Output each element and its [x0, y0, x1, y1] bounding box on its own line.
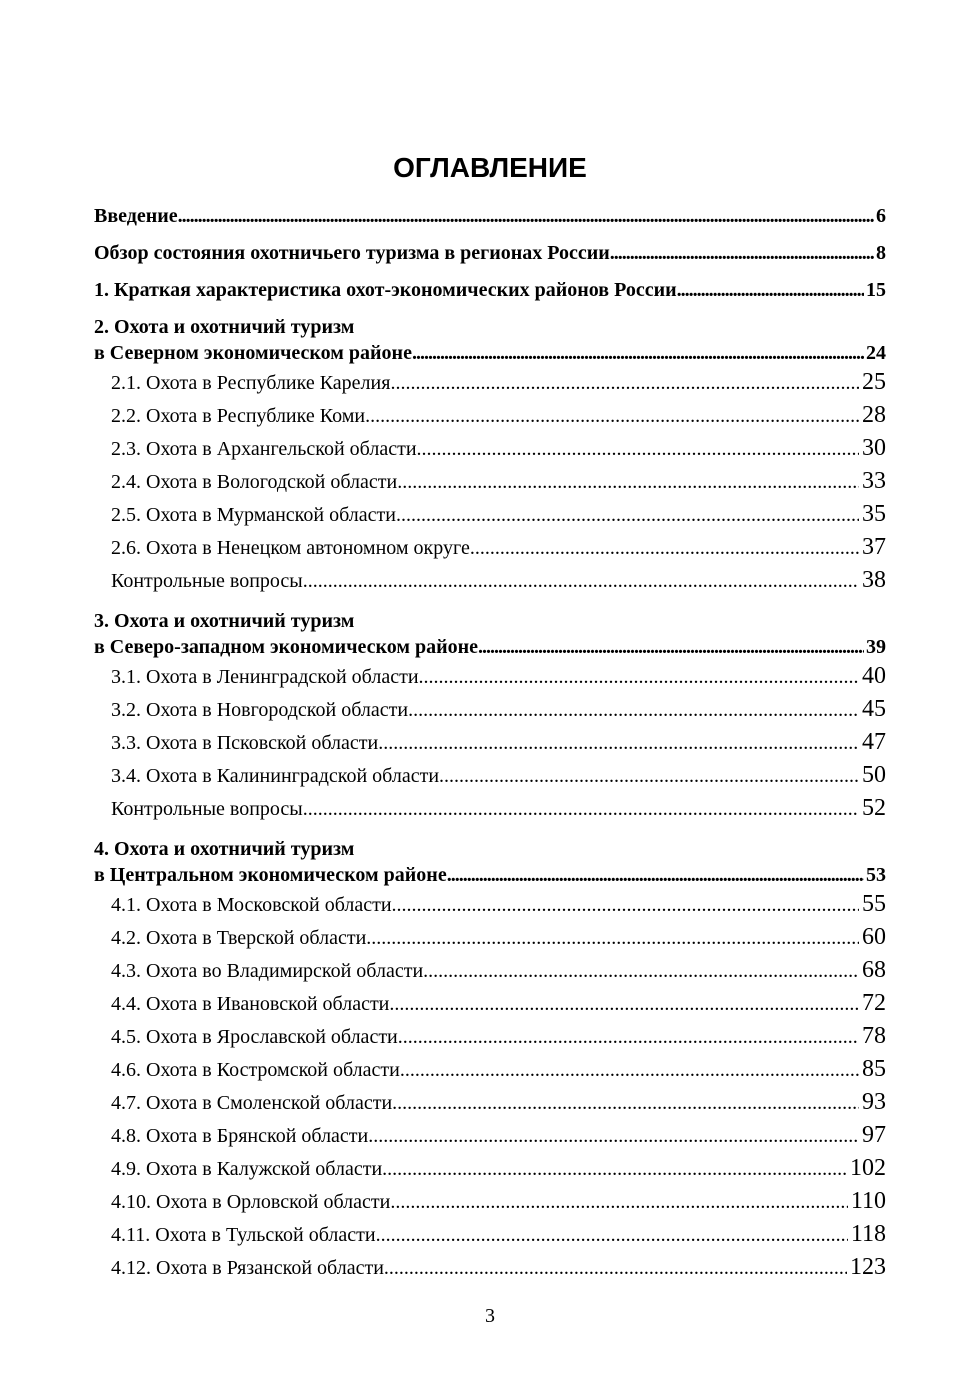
toc-subsection-entry — [94, 1218, 886, 1251]
toc-section-heading: 4. Охота и охотничий туризм — [94, 838, 355, 860]
toc-entry-label: 4.5. Охота в Ярославской области — [111, 1026, 398, 1048]
toc-page-number: 52 — [862, 795, 886, 821]
toc-page-number: 85 — [862, 1056, 886, 1082]
toc-page-number: 102 — [850, 1155, 886, 1181]
toc-dot-leader — [378, 727, 859, 759]
toc-dot-leader — [677, 277, 864, 303]
toc-page-number: 15 — [866, 279, 886, 301]
toc-entry-label: 4.9. Охота в Калужской области — [111, 1158, 383, 1180]
toc-page-number: 53 — [866, 864, 886, 886]
toc-subsection-entry — [94, 759, 886, 792]
toc-page-number: 45 — [862, 696, 886, 722]
toc-subsection-entry — [94, 1119, 886, 1152]
toc-page-number: 97 — [862, 1122, 886, 1148]
toc-entry-label: Контрольные вопросы — [111, 570, 303, 592]
toc-dot-leader — [398, 1021, 859, 1053]
toc-page-number: 110 — [850, 1188, 886, 1214]
toc-page-number: 55 — [862, 891, 886, 917]
toc-entry-label: 4.3. Охота во Владимирской области — [111, 960, 424, 982]
toc-subsection-entry — [94, 660, 886, 693]
toc-page-number: 6 — [876, 205, 886, 227]
toc-chapter-entry — [94, 634, 886, 660]
toc-dot-leader — [478, 634, 864, 660]
toc-page-number: 93 — [862, 1089, 886, 1115]
toc-page-number: 78 — [862, 1023, 886, 1049]
toc-dot-leader — [365, 400, 859, 432]
toc-page-number: 33 — [862, 468, 886, 494]
toc-entry-label: 4.10. Охота в Орловской области — [111, 1191, 391, 1213]
toc-entry-label: 3.2. Охота в Новгородской области — [111, 699, 409, 721]
toc-dot-leader — [419, 661, 859, 693]
toc-entry-label: 4.2. Охота в Тверской области — [111, 927, 367, 949]
toc-page-number: 40 — [862, 663, 886, 689]
page-title: ОГЛАВЛЕНИЕ — [393, 152, 587, 183]
toc-dot-leader — [423, 955, 859, 987]
toc-subsection-entry — [94, 726, 886, 759]
toc-entry-label: 2.3. Охота в Архангельской области — [111, 438, 417, 460]
page-number: 3 — [485, 1305, 495, 1327]
toc-dot-leader — [366, 922, 859, 954]
toc-page-number: 50 — [862, 762, 886, 788]
toc-page-number: 68 — [862, 957, 886, 983]
toc-dot-leader — [376, 1219, 848, 1251]
toc-entry-label: Обзор состояния охотничьего туризма в регионах России — [94, 242, 610, 264]
toc-subsection-entry — [94, 531, 886, 564]
toc-dot-leader — [384, 1252, 847, 1284]
toc-dot-leader — [392, 889, 859, 921]
toc-dot-leader — [412, 340, 864, 366]
toc-entry-label: 2.2. Охота в Республике Коми — [111, 405, 366, 427]
toc-entry-label: 3.4. Охота в Калининградской области — [111, 765, 440, 787]
toc-page-number: 47 — [862, 729, 886, 755]
toc-subsection-entry — [94, 888, 886, 921]
toc-entry-label: 4.4. Охота в Ивановской области — [111, 993, 390, 1015]
toc-section-heading: 2. Охота и охотничий туризм — [94, 316, 355, 338]
toc-dot-leader — [408, 694, 859, 726]
toc-page-number: 24 — [866, 342, 886, 364]
toc-page-number: 25 — [862, 369, 886, 395]
toc-subsection-entry — [94, 1251, 886, 1284]
toc-chapter-entry — [94, 862, 886, 888]
toc-entry-label: 4.12. Охота в Рязанской области — [111, 1257, 384, 1279]
toc-dot-leader — [396, 499, 859, 531]
toc-section-heading: 3. Охота и охотничий туризм — [94, 610, 355, 632]
toc-dot-leader — [382, 1153, 847, 1185]
toc-entry-label: 3.3. Охота в Псковской области — [111, 732, 379, 754]
toc-subsection-entry — [94, 921, 886, 954]
toc-page-number: 37 — [862, 534, 886, 560]
toc-entry-label: 2.5. Охота в Мурманской области — [111, 504, 396, 526]
toc-subsection-entry — [94, 1020, 886, 1053]
toc-subsection-entry — [94, 366, 886, 399]
toc-subsection-entry — [94, 987, 886, 1020]
toc-chapter-entry — [94, 340, 886, 366]
toc-page-number: 35 — [862, 501, 886, 527]
toc-dot-leader — [368, 1120, 859, 1152]
toc-dot-leader — [439, 760, 859, 792]
toc-page-number: 123 — [850, 1254, 886, 1280]
toc-subsection-entry — [94, 1053, 886, 1086]
toc-entry-label: в Северо-западном экономическом районе — [94, 636, 479, 658]
toc-subsection-entry — [94, 1086, 886, 1119]
toc-subsection-entry — [94, 792, 886, 825]
toc-page-number: 30 — [862, 435, 886, 461]
toc-page-number: 118 — [850, 1221, 886, 1247]
toc-page-number: 38 — [862, 567, 886, 593]
toc-dot-leader — [178, 203, 874, 229]
toc-entry-label: 3.1. Охота в Ленинградской области — [111, 666, 419, 688]
toc-page-number: 8 — [876, 242, 886, 264]
toc-page-number: 60 — [862, 924, 886, 950]
toc-subsection-entry — [94, 954, 886, 987]
toc-chapter-entry — [94, 203, 886, 229]
toc-entry-label: 1. Краткая характеристика охот-экономических районов России — [94, 279, 677, 301]
toc-dot-leader — [470, 532, 859, 564]
toc-subsection-entry — [94, 1152, 886, 1185]
toc-entry-label: 4.8. Охота в Брянской области — [111, 1125, 369, 1147]
toc-entry-label: Введение — [94, 205, 178, 227]
toc-dot-leader — [400, 1054, 859, 1086]
toc-entry-label: Контрольные вопросы — [111, 798, 303, 820]
toc-page-number: 39 — [866, 636, 886, 658]
toc-subsection-entry — [94, 399, 886, 432]
toc-subsection-entry — [94, 432, 886, 465]
toc-dot-leader — [417, 433, 859, 465]
toc-entry-label: 2.4. Охота в Вологодской области — [111, 471, 398, 493]
toc-entry-label: 2.1. Охота в Республике Карелия — [111, 372, 391, 394]
toc-dot-leader — [447, 862, 864, 888]
toc-dot-leader — [303, 565, 859, 597]
toc-subsection-entry — [94, 693, 886, 726]
toc-entry-label: 4.6. Охота в Костромской области — [111, 1059, 400, 1081]
toc-subsection-entry — [94, 498, 886, 531]
toc-page-number: 28 — [862, 402, 886, 428]
toc-dot-leader — [303, 793, 859, 825]
toc-subsection-entry — [94, 1185, 886, 1218]
toc-subsection-entry — [94, 465, 886, 498]
toc-subsection-entry — [94, 564, 886, 597]
toc-chapter-entry — [94, 240, 886, 266]
toc-entry-label: 2.6. Охота в Ненецком автономном округе — [111, 537, 470, 559]
toc-dot-leader — [390, 367, 859, 399]
toc-entry-label: 4.1. Охота в Московской области — [111, 894, 392, 916]
toc-dot-leader — [389, 988, 859, 1020]
toc-chapter-entry — [94, 277, 886, 303]
toc-entry-label: в Северном экономическом районе — [94, 342, 412, 364]
toc-dot-leader — [390, 1186, 848, 1218]
table-of-contents — [94, 203, 886, 1284]
toc-dot-leader — [397, 466, 859, 498]
toc-page-number: 72 — [862, 990, 886, 1016]
toc-dot-leader — [392, 1087, 859, 1119]
toc-entry-label: в Центральном экономическом районе — [94, 864, 447, 886]
toc-entry-label: 4.7. Охота в Смоленской области — [111, 1092, 393, 1114]
toc-entry-label: 4.11. Охота в Тульской области — [111, 1224, 376, 1246]
toc-dot-leader — [610, 240, 874, 266]
